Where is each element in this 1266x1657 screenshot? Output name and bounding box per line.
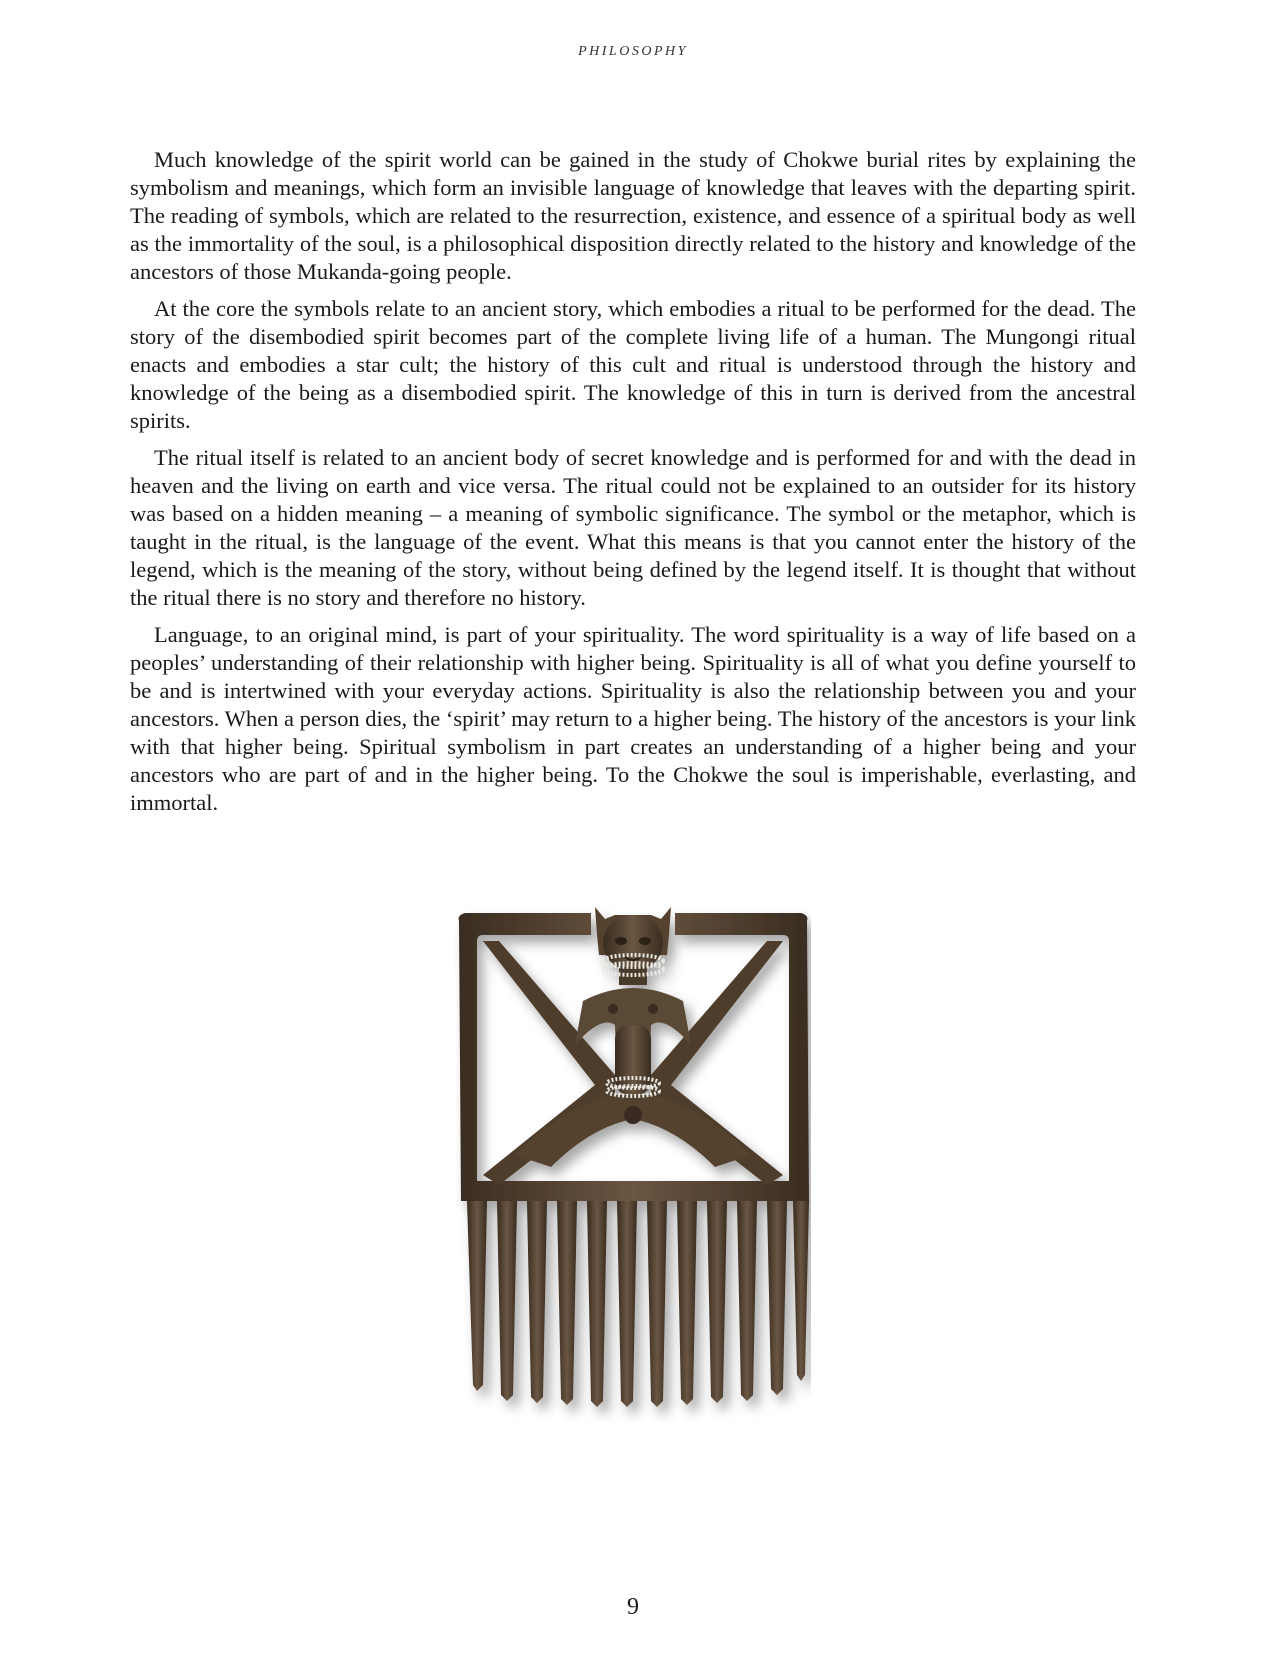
paragraph: The ritual itself is related to an ancient body of secret knowledge and is performed for and with the dead in heaven and the living on earth and vice versa. The ritual could not be explained to an outsider for its history was based on a hidden meaning – a meaning of symbolic significance. The symbol or the metaphor, which is taught in the ritual, is the language of the event. What this means is that you cannot enter the history of the legend, which is the meaning of the story, without being defined by the legend itself. It is thought that without the ritual there is no story and therefore no history. (130, 445, 1136, 610)
comb-figure (455, 905, 811, 1475)
paragraph: Much knowledge of the spirit world can be gained in the study of Chokwe burial rites by explaining the symbolism and meanings, which form an invisible language of knowledge that leaves with the departing spirit. The reading of symbols, which are related to the resurrection, existence, and essence of a spiritual body as well as the immortality of the soul, is a philosophical disposition directly related to the history and knowledge of the ancestors of those Mukanda-going people. (130, 147, 1136, 284)
running-header: PHILOSOPHY (578, 44, 688, 59)
page-number: 9 (627, 1594, 639, 1620)
paragraph: At the core the symbols relate to an ancient story, which embodies a ritual to be performed for the dead. The story of the disembodied spirit becomes part of the complete living life of a human. The Mungongi ritual enacts and embodies a star cult; the history of this cult and ritual is understood through the history and knowledge of the being as a disembodied spirit. The knowledge of this in turn is derived from the ancestral spirits. (130, 296, 1136, 433)
carved-comb-image (455, 905, 811, 1475)
body-text (130, 146, 1136, 826)
paragraph: Language, to an original mind, is part of your spirituality. The word spirituality is a way of life based on a peoples’ understanding of their relationship with higher being. Spirituality is all of what you define yourself to be and is intertwined with your everyday actions. Spirituality is also the relationship between you and your ancestors. When a person dies, the ‘spirit’ may return to a higher being. The history of the ancestors is your link with that higher being. Spiritual symbolism in part creates an understanding of a higher being and your ancestors who are part of and in the higher being. To the Chokwe the soul is imperishable, everlasting, and immortal. (130, 622, 1136, 815)
